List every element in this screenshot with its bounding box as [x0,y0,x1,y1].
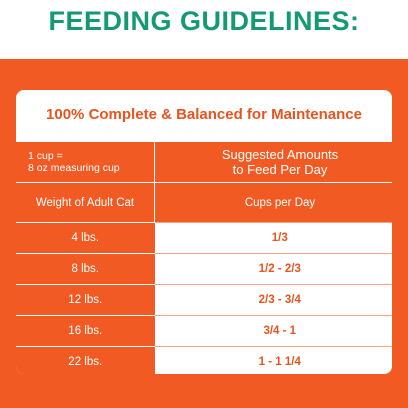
cups-cell: 2/3 - 3/4 [155,285,393,316]
table-row [16,285,392,316]
weight-cell: 8 lbs. [16,254,155,285]
page-title: FEEDING GUIDELINES: [48,6,360,36]
suggested-amounts-line2: to Feed Per Day [232,162,328,177]
weight-cell: 4 lbs. [16,223,155,254]
column-header-cups: Cups per Day [155,183,393,223]
suggested-amounts-header [155,142,393,183]
measuring-cup-note-line1: 1 cup = [28,150,63,162]
measuring-cup-note [16,142,155,183]
weight-cell: 12 lbs. [16,285,155,316]
weight-cell: 22 lbs. [16,347,155,375]
suggested-amounts-line1: Suggested Amounts [221,147,339,162]
table-row [16,223,392,254]
table-row [16,347,392,375]
cups-cell: 3/4 - 1 [155,316,393,347]
cups-cell: 1 - 1 1/4 [155,347,393,375]
table-header-row [16,142,392,183]
table-row [16,316,392,347]
guidelines-card [16,90,392,374]
measuring-cup-note-line2: 8 oz measuring cup [28,162,120,174]
column-header-weight: Weight of Adult Cat [16,183,155,223]
column-header-row [16,183,392,223]
cups-cell: 1/2 - 2/3 [155,254,393,285]
feeding-table [16,142,392,374]
cups-cell: 1/3 [155,223,393,254]
weight-cell: 16 lbs. [16,316,155,347]
table-row [16,254,392,285]
card-heading: 100% Complete & Balanced for Maintenance [46,106,362,123]
